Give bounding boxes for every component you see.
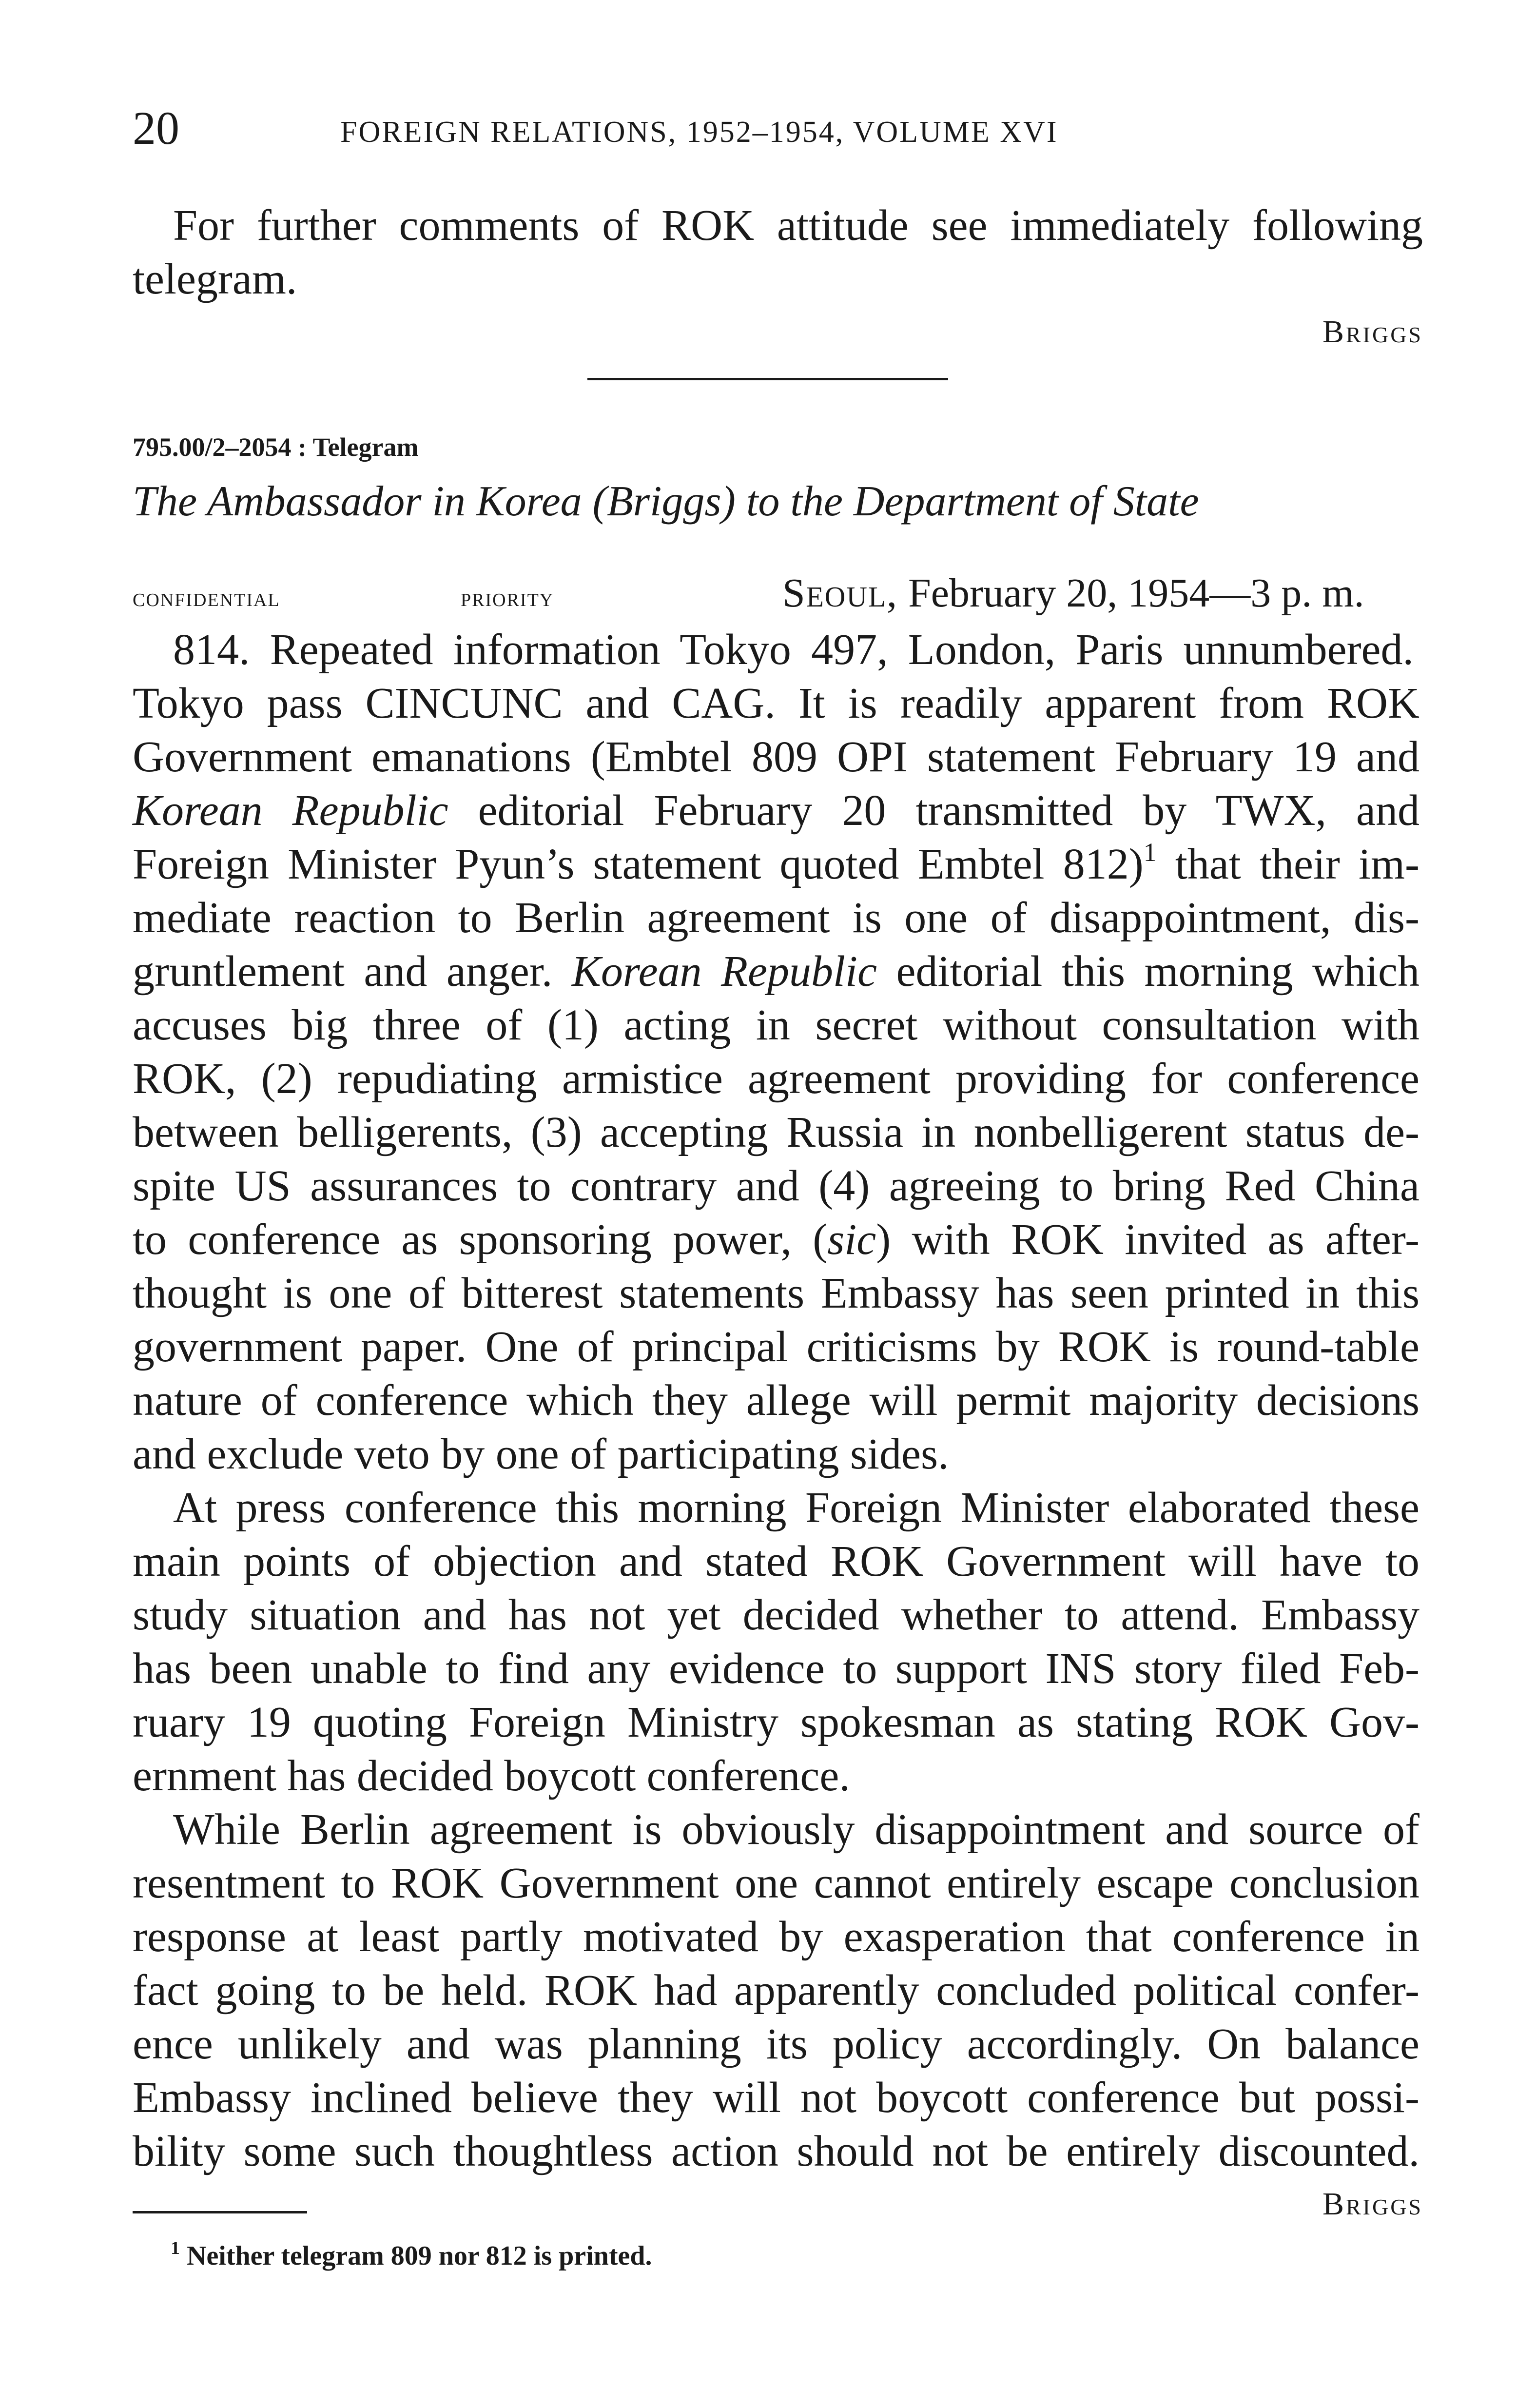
paragraph-line: Government emanations (Embtel 809 OPI statement February 19 and	[133, 733, 1419, 781]
paragraph-line: At press conference this morning Foreign Minister elaborated these	[173, 1484, 1419, 1532]
paragraph-line: ROK, (2) repudiating armistice agreement providing for conference	[133, 1055, 1419, 1103]
heading-sender: The Ambassador in Korea	[133, 478, 582, 525]
paragraph-line: accuses big three of (1) acting in secret without consultation with	[133, 1001, 1419, 1049]
paragraph-line: has been unable to find any evidence to support INS story filed Feb-	[133, 1644, 1419, 1693]
file-reference: 795.00/2–2054 : Telegram	[133, 432, 419, 462]
paragraph-line: main points of objection and stated ROK Government will have to	[133, 1537, 1419, 1586]
paragraph-line: Embassy inclined believe they will not boycott conference but possi-	[133, 2074, 1419, 2122]
paragraph-line: government paper. One of principal criticisms by ROK is round-table	[133, 1323, 1419, 1371]
footnote-divider	[133, 2211, 307, 2213]
footnote-reference: 1	[1143, 838, 1157, 867]
intro-signature: Briggs	[1322, 314, 1423, 350]
paragraph-line: bility some such thoughtless action should not be entirely discounted.	[133, 2127, 1419, 2175]
paragraph-text: editorial February 20 transmitted by TWX, and	[478, 786, 1420, 835]
paragraph-line	[133, 838, 1419, 891]
priority-mark: priority	[461, 583, 554, 612]
paragraph-text: to conference as sponsoring power, (	[133, 1215, 828, 1264]
footnote	[171, 2239, 652, 2270]
paragraph-line: nature of conference which they allege will permit majority decisions	[133, 1376, 1419, 1425]
paragraph-line: While Berlin agreement is obviously disappointment and source of	[173, 1805, 1419, 1854]
page-number: 20	[133, 102, 179, 154]
paragraph-line: ruary 19 quoting Foreign Ministry spokesman as stating ROK Gov-	[133, 1698, 1419, 1746]
paragraph-line	[133, 1213, 1419, 1267]
paragraph-line: ernment has decided boycott conference.	[133, 1752, 850, 1800]
paragraph-text: editorial this morning which	[896, 947, 1419, 996]
paragraph-line: fact going to be held. ROK had apparently concluded political confer-	[133, 1966, 1419, 2015]
dateline	[782, 570, 1364, 616]
paragraph-line: spite US assurances to contrary and (4) agreeing to bring Red China	[133, 1162, 1419, 1210]
paragraph-text: gruntlement and anger.	[133, 947, 553, 996]
paragraph-line: ence unlikely and was planning its policy accordingly. On balance	[133, 2020, 1419, 2068]
newspaper-title: Korean Republic	[571, 947, 877, 996]
sic-note: sic	[827, 1215, 876, 1264]
paragraph-line: resentment to ROK Government one cannot entirely escape conclusion	[133, 1859, 1419, 1907]
paragraph-line: study situation and has not yet decided whether to attend. Embassy	[133, 1591, 1419, 1639]
paragraph-line: response at least partly motivated by exasperation that conference in	[133, 1913, 1419, 1961]
intro-line: telegram.	[133, 255, 297, 303]
intro-line: For further comments of ROK attitude see immediately following	[173, 201, 1423, 250]
paragraph-line: between belligerents, (3) accepting Russia in nonbelligerent status de-	[133, 1108, 1419, 1156]
paragraph-line: mediate reaction to Berlin agreement is one of disappointment, dis-	[133, 894, 1419, 942]
paragraph-line: and exclude veto by one of participating sides.	[133, 1430, 949, 1478]
paragraph-line	[133, 784, 1419, 838]
dateline-date: February 20, 1954—3 p. m.	[908, 570, 1364, 616]
heading-sender-name: (Briggs)	[592, 478, 736, 525]
dateline-place: Seoul,	[782, 570, 898, 616]
paragraph-text: Foreign Minister Pyun’s statement quoted Embtel 812)	[133, 840, 1144, 888]
paragraph-line: 814. Repeated information Tokyo 497, London, Paris unnumbered.	[173, 626, 1414, 674]
paragraph-line: Tokyo pass CINCUNC and CAG. It is readily apparent from ROK	[133, 679, 1419, 727]
paragraph-text: that their im-	[1175, 840, 1420, 888]
heading-recipient: to the Department of State	[746, 478, 1199, 525]
paragraph-text: ) with ROK invited as after-	[876, 1215, 1419, 1264]
closing-signature: Briggs	[1322, 2186, 1423, 2222]
paragraph-line	[133, 945, 1419, 998]
footnote-text: Neither telegram 809 nor 812 is printed.	[187, 2241, 652, 2271]
footnote-marker: 1	[171, 2238, 180, 2258]
paragraph-line: thought is one of bitterest statements Embassy has seen printed in this	[133, 1269, 1419, 1317]
newspaper-title: Korean Republic	[133, 786, 448, 835]
running-head: FOREIGN RELATIONS, 1952–1954, VOLUME XVI	[340, 116, 1058, 149]
classification-mark: confidential	[133, 583, 280, 612]
section-divider	[587, 378, 948, 380]
document-heading	[133, 480, 1199, 523]
